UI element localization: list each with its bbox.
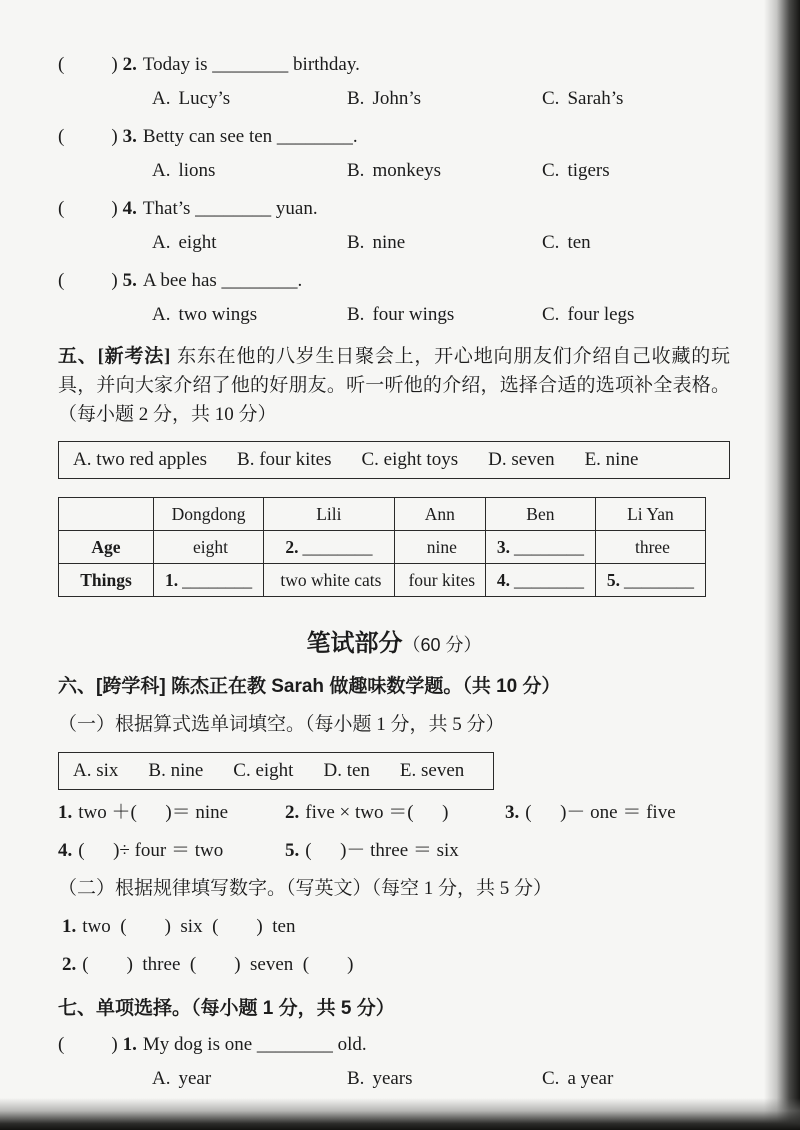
option-a xyxy=(152,82,347,116)
option-a xyxy=(152,1062,347,1096)
option-text: Sarah’s xyxy=(567,88,624,109)
answer-bracket: ( ) xyxy=(58,198,119,219)
table-cell xyxy=(595,564,705,597)
scan-edge-bottom xyxy=(0,1098,800,1130)
wordbank-item: A. six xyxy=(73,760,119,781)
wordbank-item: A. two red apples xyxy=(73,449,208,470)
table-row-age xyxy=(59,531,706,564)
math-expression: five × two ＝( ) xyxy=(305,802,449,823)
item-number: 1. xyxy=(58,802,73,823)
question-text: My dog is one ________ old. xyxy=(142,1034,367,1055)
item-number: 2. xyxy=(62,954,77,975)
option-text: year xyxy=(178,1068,212,1089)
item-number: 4. xyxy=(58,840,73,861)
cell-text: ________ xyxy=(513,569,584,590)
cell-text: nine xyxy=(426,536,457,557)
cell-text: three xyxy=(634,536,670,557)
math-expression: ( )－ three ＝ six xyxy=(305,840,459,861)
wordbank-box-section6 xyxy=(58,752,494,790)
question-number: 3. xyxy=(122,126,137,147)
option-b xyxy=(347,1062,542,1096)
option-label: C. xyxy=(542,304,560,325)
cell-text: two white cats xyxy=(280,569,382,590)
item-number: 5. xyxy=(285,840,300,861)
cell-number: 5. xyxy=(606,569,621,590)
math-item xyxy=(58,798,285,828)
option-a xyxy=(152,154,347,188)
option-text: John’s xyxy=(372,88,422,109)
math-row-2 xyxy=(58,836,730,866)
math-expression: ( )－ one ＝ five xyxy=(525,802,676,823)
question-number: 5. xyxy=(122,270,137,291)
option-b xyxy=(347,298,542,332)
option-label: C. xyxy=(542,232,560,253)
option-text: years xyxy=(372,1068,413,1089)
options-row-3 xyxy=(58,154,730,188)
table-cell xyxy=(394,531,485,564)
option-label: B. xyxy=(347,88,365,109)
question-text: That’s ________ yuan. xyxy=(142,198,318,219)
option-text: lions xyxy=(178,160,216,181)
options-row-4 xyxy=(58,226,730,260)
cell-text: four kites xyxy=(408,569,476,590)
option-label: A. xyxy=(152,1068,171,1089)
option-c xyxy=(542,1062,613,1096)
question-number: 1. xyxy=(122,1034,137,1055)
question-row-5 xyxy=(58,266,730,296)
table-cell xyxy=(154,564,264,597)
written-part-title-score: （60 分） xyxy=(402,635,482,655)
math-item xyxy=(285,836,459,866)
wordbank-item: D. seven xyxy=(488,449,555,470)
cell-number: 4. xyxy=(496,569,510,590)
cell-text: ________ xyxy=(624,569,695,590)
pattern-row-2 xyxy=(58,950,730,980)
option-label: B. xyxy=(347,232,365,253)
section-number: 六、 xyxy=(58,676,97,697)
table-header-cell xyxy=(59,498,154,531)
exam-tag: [新考法] xyxy=(97,346,171,367)
options-row-7-1 xyxy=(58,1062,730,1096)
math-item xyxy=(285,798,505,828)
answer-bracket: ( ) xyxy=(58,126,119,147)
table-header-cell: Ann xyxy=(394,498,485,531)
answer-bracket: ( ) xyxy=(58,270,119,291)
item-number: 3. xyxy=(505,802,520,823)
section5-text: 东东在他的八岁生日聚会上，开心地向朋友们介绍自己收藏的玩具，并向大家介绍了他的好朋友。听一听他的介绍，选择合适的选项补全表格。（每小题 2 分，共 10 分） xyxy=(58,346,730,425)
table-header-cell: Ben xyxy=(485,498,595,531)
table-header-cell: Lili xyxy=(264,498,395,531)
table-cell xyxy=(264,531,395,564)
option-c xyxy=(542,298,634,332)
section7-heading: 七、单项选择。（每小题 1 分，共 5 分） xyxy=(58,998,395,1019)
question-text: A bee has ________. xyxy=(142,270,303,291)
math-expression: ( )÷ four ＝ two xyxy=(78,840,224,861)
score-table xyxy=(58,497,706,597)
table-cell xyxy=(485,564,595,597)
table-cell xyxy=(485,531,595,564)
option-text: Lucy’s xyxy=(178,88,231,109)
pattern-expression: ( ) three ( ) seven ( ) xyxy=(82,954,354,975)
option-text: four legs xyxy=(567,304,635,325)
wordbank-box-section5 xyxy=(58,441,730,479)
option-text: four wings xyxy=(372,304,455,325)
math-item xyxy=(505,798,676,828)
row-label: Things xyxy=(59,564,154,597)
question-number: 4. xyxy=(122,198,137,219)
cell-text: ________ xyxy=(182,569,253,590)
item-number: 1. xyxy=(62,916,77,937)
option-label: A. xyxy=(152,88,171,109)
question-number: 2. xyxy=(122,54,137,75)
options-row-5 xyxy=(58,298,730,332)
table-header-cell: Li Yan xyxy=(595,498,705,531)
written-part-title xyxy=(58,623,730,658)
math-row-1 xyxy=(58,798,730,828)
option-label: A. xyxy=(152,304,171,325)
cell-number: 3. xyxy=(496,536,510,557)
wordbank-item: D. ten xyxy=(323,760,370,781)
wordbank-item: E. seven xyxy=(399,760,465,781)
part1-heading: （一）根据算式选单词填空。（每小题 1 分，共 5 分） xyxy=(58,714,505,735)
question-row-7-1 xyxy=(58,1030,730,1060)
option-text: tigers xyxy=(567,160,610,181)
option-text: eight xyxy=(178,232,217,253)
option-text: ten xyxy=(567,232,591,253)
option-text: two wings xyxy=(178,304,258,325)
option-b xyxy=(347,82,542,116)
option-text: a year xyxy=(567,1068,614,1089)
question-text: Today is ________ birthday. xyxy=(142,54,360,75)
wordbank-item: C. eight xyxy=(233,760,294,781)
option-b xyxy=(347,154,542,188)
question-text: Betty can see ten ________. xyxy=(142,126,358,147)
answer-bracket: ( ) xyxy=(58,1034,119,1055)
pattern-expression: two ( ) six ( ) ten xyxy=(82,916,296,937)
option-c xyxy=(542,82,623,116)
table-cell xyxy=(394,564,485,597)
option-label: B. xyxy=(347,304,365,325)
option-label: C. xyxy=(542,160,560,181)
table-cell xyxy=(595,531,705,564)
table-header-row xyxy=(59,498,706,531)
question-row-4 xyxy=(58,194,730,224)
cell-number: 1. xyxy=(164,569,179,590)
option-c xyxy=(542,226,591,260)
option-c xyxy=(542,154,610,188)
table-cell xyxy=(264,564,395,597)
pattern-row-1 xyxy=(58,912,730,942)
option-label: B. xyxy=(347,160,365,181)
cell-number: 2. xyxy=(285,536,299,557)
cell-text: ________ xyxy=(302,536,373,557)
table-header-cell: Dongdong xyxy=(154,498,264,531)
part2-heading: （二）根据规律填写数字。（写英文）（每空 1 分，共 5 分） xyxy=(58,878,553,899)
section5-heading xyxy=(58,342,730,429)
option-label: C. xyxy=(542,1068,560,1089)
math-expression: two ＋( )＝ nine xyxy=(78,802,229,823)
option-b xyxy=(347,226,542,260)
option-label: C. xyxy=(542,88,560,109)
option-label: A. xyxy=(152,160,171,181)
math-item xyxy=(58,836,285,866)
question-row-2 xyxy=(58,50,730,80)
scan-edge-right xyxy=(764,0,800,1130)
wordbank-item: B. four kites xyxy=(237,449,332,470)
written-part-title-main: 笔试部分 xyxy=(306,630,403,657)
option-label: B. xyxy=(347,1068,365,1089)
option-text: nine xyxy=(372,232,406,253)
cell-text: eight xyxy=(193,536,229,557)
option-label: A. xyxy=(152,232,171,253)
row-label: Age xyxy=(59,531,154,564)
exam-tag: [跨学科] xyxy=(96,676,166,697)
wordbank-item: B. nine xyxy=(148,760,204,781)
cell-text: ________ xyxy=(513,536,584,557)
option-text: monkeys xyxy=(372,160,442,181)
question-row-3 xyxy=(58,122,730,152)
wordbank-item: C. eight toys xyxy=(361,449,459,470)
section6-text: 陈杰正在教 Sarah 做趣味数学题。（共 10 分） xyxy=(170,676,561,697)
option-a xyxy=(152,226,347,260)
option-a xyxy=(152,298,347,332)
item-number: 2. xyxy=(285,802,300,823)
wordbank-item: E. nine xyxy=(584,449,639,470)
section6-heading xyxy=(58,672,730,702)
table-row-things xyxy=(59,564,706,597)
answer-bracket: ( ) xyxy=(58,54,119,75)
table-cell xyxy=(154,531,264,564)
section-number: 五、 xyxy=(58,346,98,367)
options-row-2 xyxy=(58,82,730,116)
